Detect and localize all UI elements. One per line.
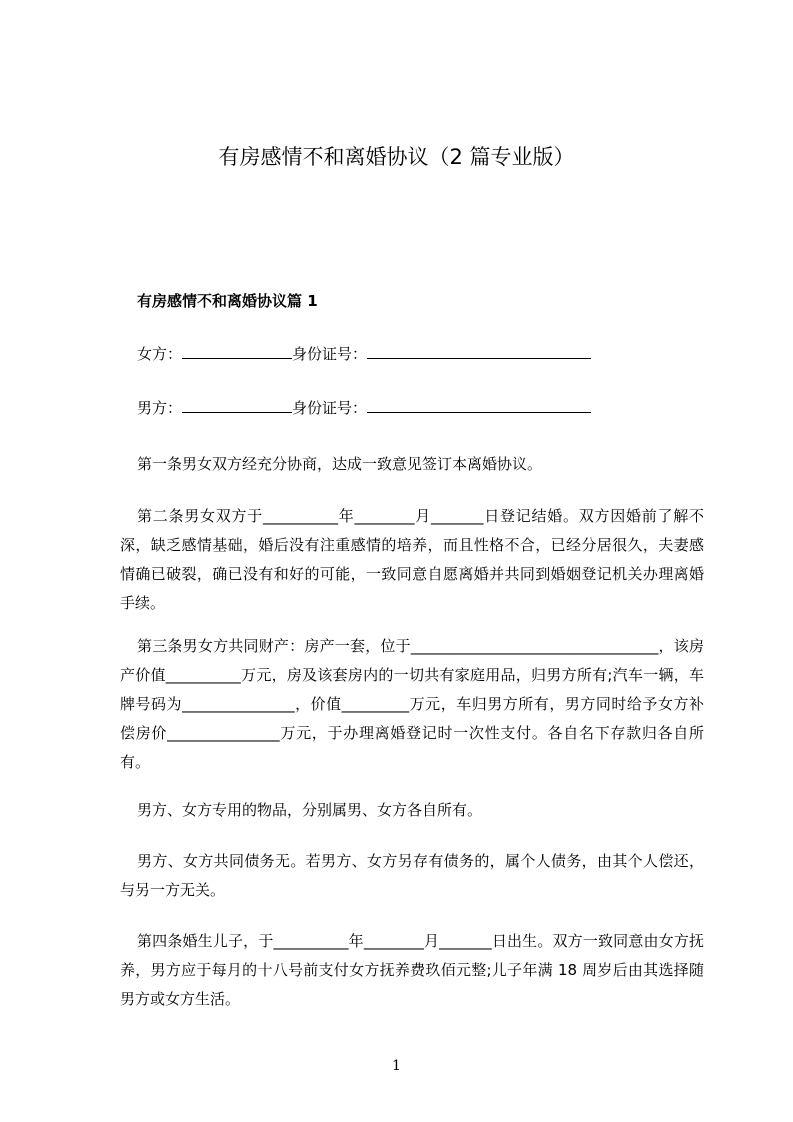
page-number: 1 <box>392 1058 401 1074</box>
article-2-paragraph: 第二条男女双方于__________年________月_______日登记结婚。双方因婚前了解不深，缺乏感情基础，婚后没有注重感情的培养，而且性格不合，已经分居很久，夫妻感情确已破裂，确已没有和好的可能，一致同意自愿离婚并共同到婚姻登记机关办理离婚手续。 <box>120 507 704 612</box>
female-info-line <box>137 343 591 365</box>
female-name-blank <box>182 344 292 359</box>
female-id-blank <box>367 344 591 359</box>
article-1-paragraph: 第一条男女双方经充分协商，达成一致意见签订本离婚协议。 <box>137 455 543 473</box>
article-3-paragraph: 第三条男女方共同财产：房产一套，位于_________________________________，该房产价值__________万元，房及该套房内的一切共有家庭用品，归男方所有;汽车一辆，车牌号码为_______________，价值_________万元，车归男方所有，男方同时给予女方补偿房价_______________万元，于办理离婚登记时一次性支付。各自名下存款归各自所有。 <box>120 637 704 771</box>
male-info-line <box>137 397 591 419</box>
personal-items-paragraph: 男方、女方专用的物品，分别属男、女方各自所有。 <box>137 801 483 819</box>
debts-paragraph: 男方、女方共同债务无。若男方、女方另存有债务的，属个人债务，由其个人偿还，与另一方无关。 <box>120 852 704 899</box>
female-id-label: 身份证号： <box>292 345 368 363</box>
male-id-label: 身份证号： <box>292 399 368 417</box>
section-heading: 有房感情不和离婚协议篇 1 <box>137 292 318 310</box>
document-title: 有房感情不和离婚协议（2 篇专业版） <box>218 145 575 169</box>
article-4-paragraph: 第四条婚生儿子，于__________年________月_______日出生。双方一致同意由女方抚养，男方应于每月的十八号前支付女方抚养费玖佰元整;儿子年满 18 周岁后由其选择随男方或女方生活。 <box>120 932 704 1008</box>
male-name-blank <box>182 398 292 413</box>
male-label: 男方： <box>137 399 183 417</box>
female-label: 女方： <box>137 345 183 363</box>
male-id-blank <box>367 398 591 413</box>
